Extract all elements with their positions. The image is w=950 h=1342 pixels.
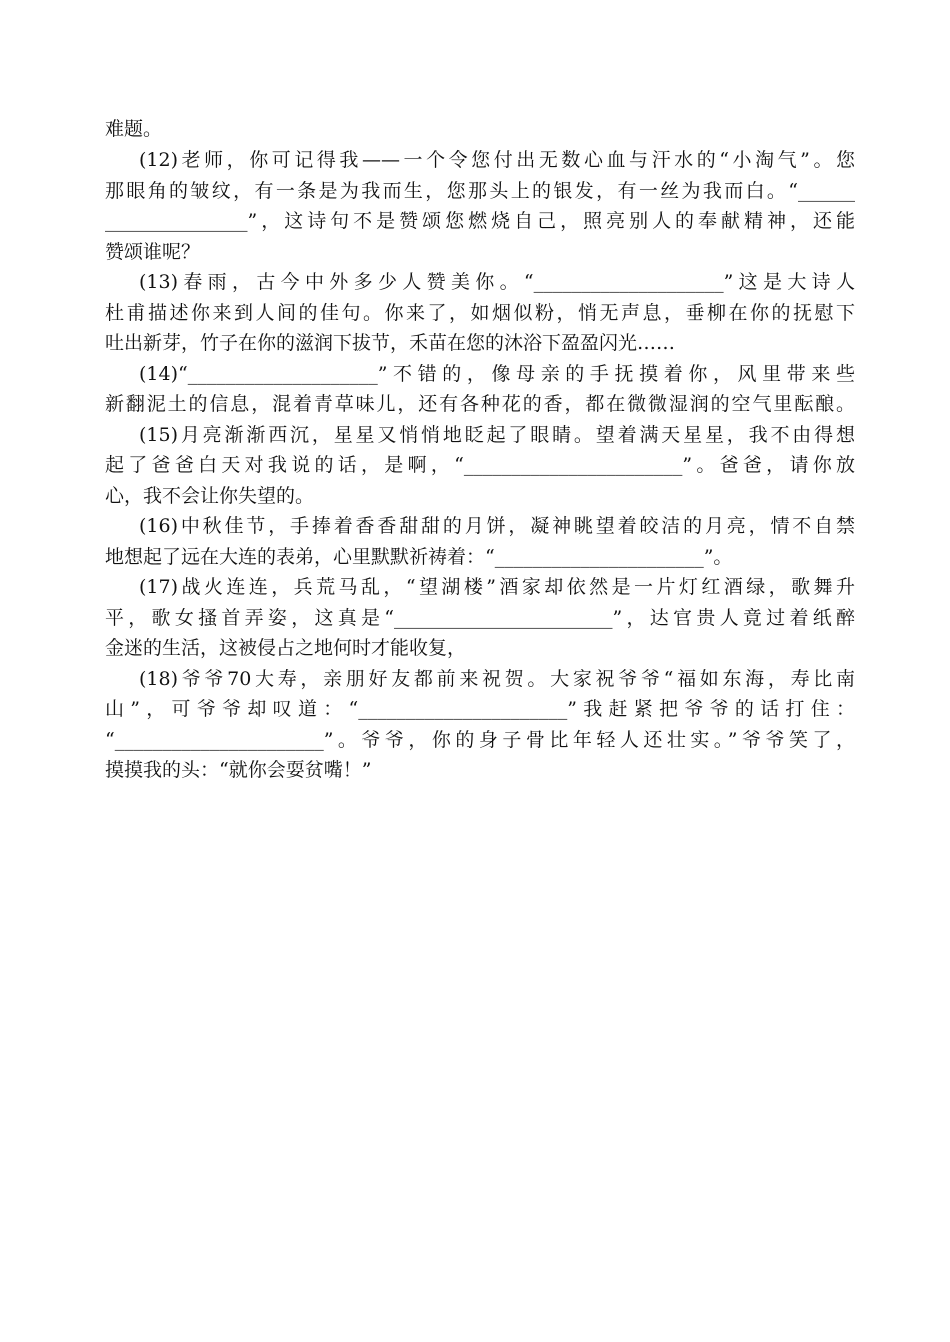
text-line: 摸摸我的头：“就你会耍贫嘴！” [105, 759, 372, 781]
text-line: 起了爸爸白天对我说的话，是啊，“_______________________”。爸爸，请你放 [105, 454, 855, 476]
text-line: (13)春雨，古今中外多少人赞美你。“____________________”这是大诗人 [139, 271, 855, 293]
text-line: (14)“____________________”不错的，像母亲的手抚摸着你，风里带来些 [139, 363, 855, 385]
text-line: 山”，可爷爷却叹道：“______________________”我赶紧把爷爷的话打住： [105, 698, 855, 720]
text-line: 金迷的生活，这被侵占之地何时才能收复， [105, 637, 467, 659]
text-line: _______________”，这诗句不是赞颂您燃烧自己，照亮别人的奉献精神，还能 [105, 210, 855, 232]
text-line: 难题。 [105, 118, 163, 140]
text-line: 那眼角的皱纹，有一条是为我而生，您那头上的银发，有一丝为我而白。“______ [105, 180, 855, 202]
text-line: 平，歌女搔首弄姿，这真是“_______________________”，达官贵人竟过着纸醉 [105, 607, 855, 629]
text-line: (12)老师，你可记得我——一个令您付出无数心血与汗水的“小淘气”。您 [139, 149, 855, 171]
text-line: 赞颂谁呢？ [105, 241, 201, 263]
text-line: 心，我不会让你失望的。 [105, 485, 315, 507]
text-line: (17)战火连连，兵荒马乱，“望湖楼”酒家却依然是一片灯红酒绿，歌舞升 [139, 576, 855, 598]
text-line: (18)爷爷70大寿，亲朋好友都前来祝贺。大家祝爷爷“福如东海，寿比南 [139, 668, 855, 690]
text-line: 吐出新芽，竹子在你的滋润下拔节，禾苗在您的沐浴下盈盈闪光…… [105, 332, 676, 354]
text-line: (15)月亮渐渐西沉，星星又悄悄地眨起了眼睛。望着满天星星，我不由得想 [139, 424, 855, 446]
text-line: 新翻泥土的信息，混着青草味儿，还有各种花的香，都在微微湿润的空气里酝酿。 [105, 393, 855, 415]
text-line: “______________________”。爷爷，你的身子骨比年轻人还壮实。”爷爷笑了， [105, 729, 855, 751]
text-line: (16)中秋佳节，手捧着香香甜甜的月饼，凝神眺望着皎洁的月亮，情不自禁 [139, 515, 855, 537]
text-line: 地想起了远在大连的表弟，心里默默祈祷着：“______________________”。 [105, 546, 733, 568]
text-line: 杜甫描述你来到人间的佳句。你来了，如烟似粉，悄无声息，垂柳在你的抚慰下 [105, 302, 855, 324]
